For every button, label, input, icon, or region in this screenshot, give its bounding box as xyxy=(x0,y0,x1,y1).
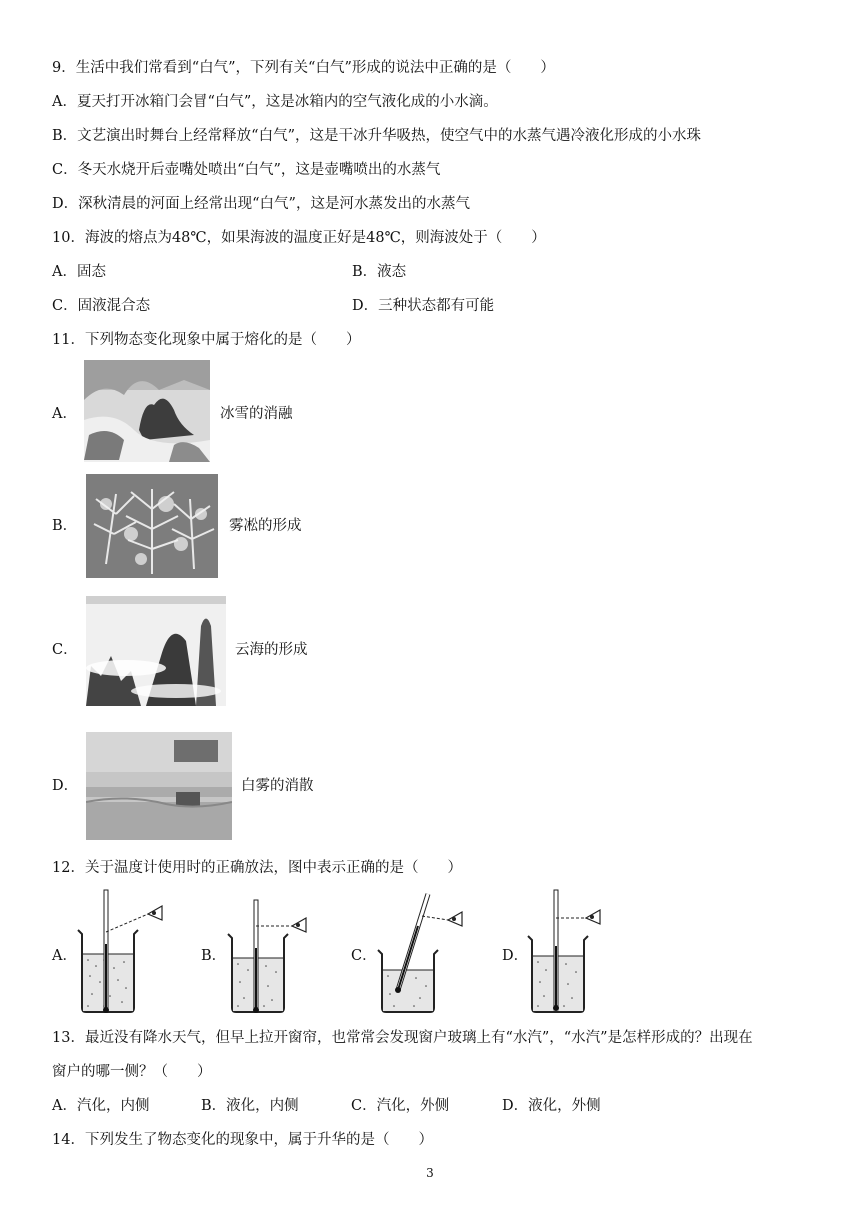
thermometer-diagram-a xyxy=(70,884,170,1016)
thermometer-diagram-c xyxy=(370,886,470,1016)
q12-option-d-label: D． xyxy=(502,948,529,964)
q10-stem: 10．海波的熔点为48℃，如果海波的温度正好是48℃，则海波处于（ ） xyxy=(52,230,546,246)
fog-dispersing-photo xyxy=(86,732,232,840)
q12-option-b-label: B． xyxy=(201,948,227,964)
q11-option-c-letter: C． xyxy=(52,642,78,658)
q13-option-d: D．液化，外侧 xyxy=(502,1098,601,1114)
q9-option-b: B．文艺演出时舞台上经常释放“白气”，这是干冰升华吸热，使空气中的水蒸气遇冷液化形成的小水珠 xyxy=(52,128,701,144)
q9-option-d: D．深秋清晨的河面上经常出现“白气”，这是河水蒸发出的水蒸气 xyxy=(52,196,470,212)
q9-option-c: C．冬天水烧开后壶嘴处喷出“白气”，这是壶嘴喷出的水蒸气 xyxy=(52,162,441,178)
q9-stem: 9．生活中我们常看到“白气”，下列有关“白气”形成的说法中正确的是（ ） xyxy=(52,60,555,76)
thermometer-diagram-d xyxy=(520,884,620,1016)
q13-stem-line1: 13．最近没有降水天气，但早上拉开窗帘，也常常会发现窗户玻璃上有“水汽”，“水汽”是怎样形成的？出现在 xyxy=(52,1030,753,1046)
q11-option-b-caption: 雾凇的形成 xyxy=(229,518,302,534)
q13-option-a: A．汽化，内侧 xyxy=(52,1098,150,1114)
q11-stem: 11．下列物态变化现象中属于熔化的是（ ） xyxy=(52,332,361,348)
rime-photo xyxy=(86,474,218,578)
snow-melting-photo xyxy=(84,360,210,462)
q10-option-a: A．固态 xyxy=(52,264,106,280)
page-number: 3 xyxy=(426,1166,434,1180)
q11-option-a-caption: 冰雪的消融 xyxy=(220,406,293,422)
q11-option-d-letter: D． xyxy=(52,778,79,794)
q11-option-b-letter: B． xyxy=(52,518,78,534)
q12-option-c-label: C． xyxy=(351,948,377,964)
thermometer-diagram-b xyxy=(220,890,320,1016)
q14-stem: 14．下列发生了物态变化的现象中，属于升华的是（ ） xyxy=(52,1132,433,1148)
q9-option-a: A．夏天打开冰箱门会冒“白气”，这是冰箱内的空气液化成的小水滴。 xyxy=(52,94,498,110)
q11-option-d-caption: 白雾的消散 xyxy=(241,778,314,794)
q10-option-c: C．固液混合态 xyxy=(52,298,151,314)
q13-stem-line2: 窗户的哪一侧？（ ） xyxy=(52,1064,212,1080)
q11-option-c-caption: 云海的形成 xyxy=(235,642,308,658)
q10-option-d: D．三种状态都有可能 xyxy=(352,298,495,314)
q13-option-c: C．汽化，外侧 xyxy=(351,1098,450,1114)
q10-option-b: B．液态 xyxy=(352,264,407,280)
q13-option-b: B．液化，内侧 xyxy=(201,1098,299,1114)
q12-option-a-label: A． xyxy=(52,948,77,964)
sea-of-clouds-photo xyxy=(86,596,226,706)
q12-stem: 12．关于温度计使用时的正确放法，图中表示正确的是（ ） xyxy=(52,860,462,876)
q11-option-a-letter: A． xyxy=(52,406,77,422)
